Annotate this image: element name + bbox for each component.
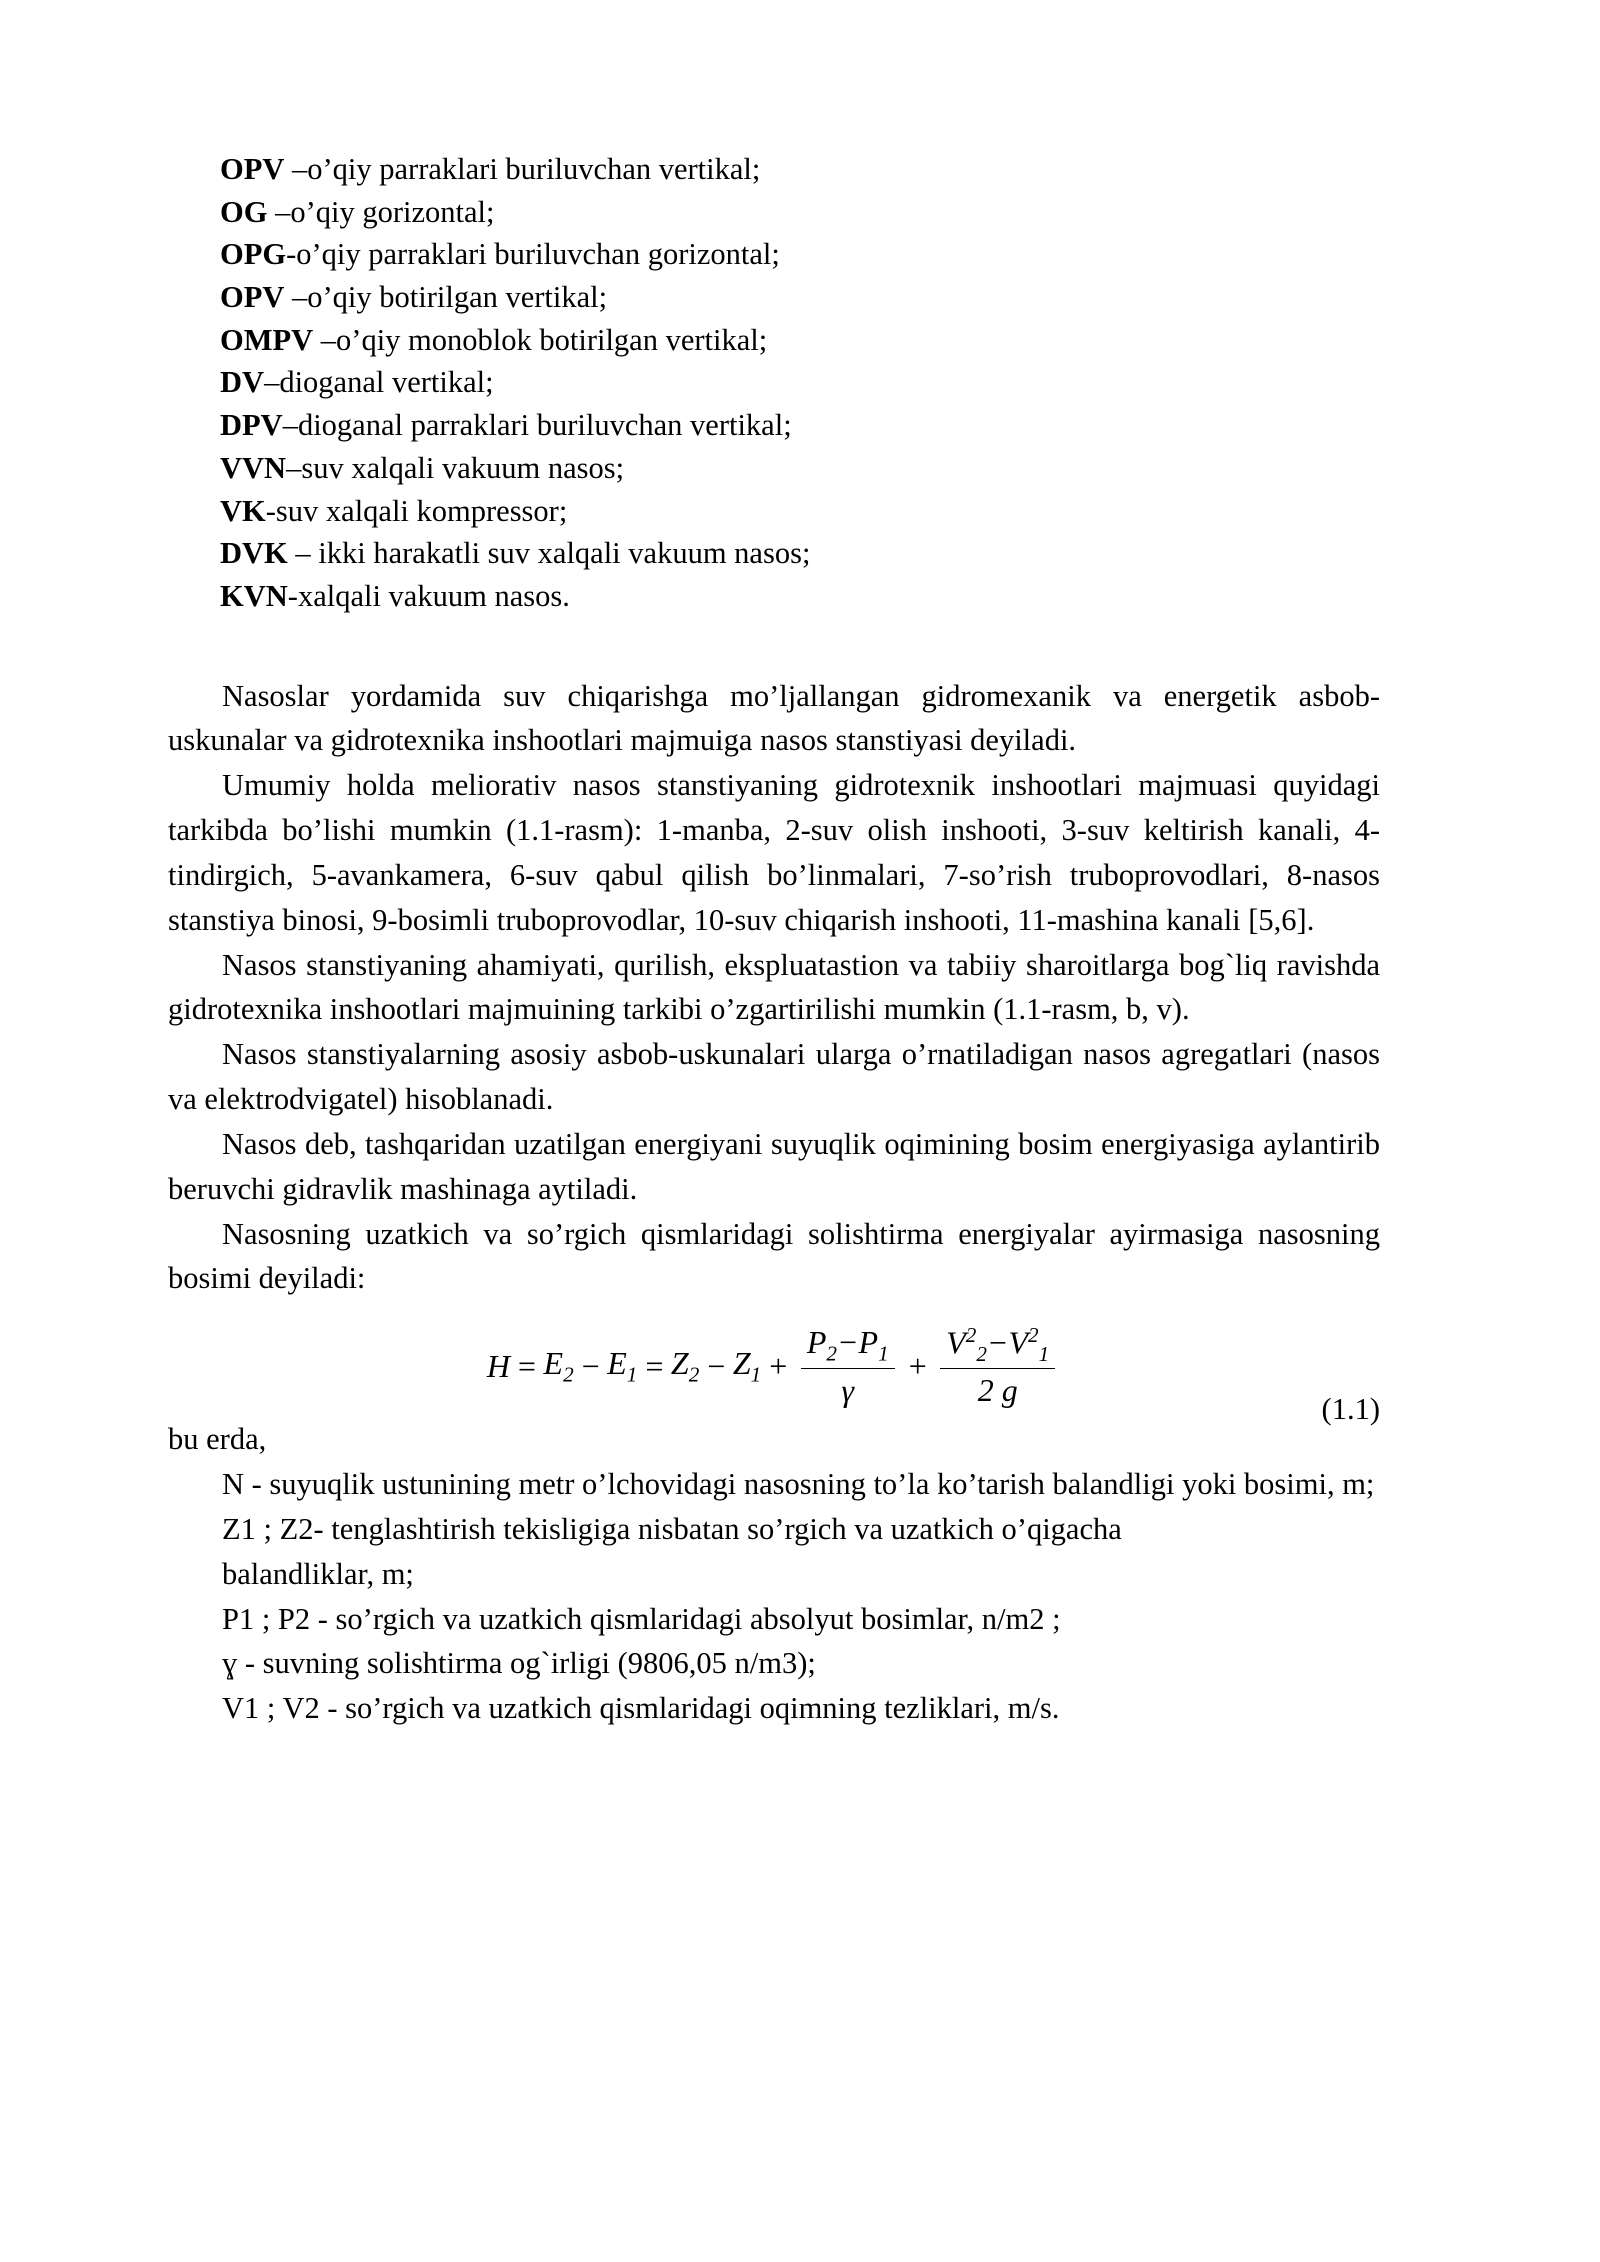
legend-item: N - suyuqlik ustunining metr o’lchovidagi nasosning to’la ko’tarish balandligi yoki bosimi, m; — [222, 1467, 1375, 1502]
pressure-fraction-denominator: γ — [841, 1371, 855, 1408]
p1-sub: 1 — [878, 1341, 889, 1366]
formula-eq2: = — [643, 1347, 665, 1384]
abbrev-desc: –o’qiy parraklari buriluvchan vertikal; — [284, 152, 761, 186]
p2-base: P — [806, 1323, 827, 1360]
frac2-minus: − — [986, 1324, 1009, 1361]
formula-eq1: = — [515, 1347, 538, 1384]
list-item — [220, 532, 1432, 575]
formula-term2 — [607, 1345, 637, 1387]
abbrev-code: VVN — [220, 450, 287, 485]
formula-term2-base: E — [607, 1345, 627, 1382]
velocity-fraction-numerator — [940, 1323, 1055, 1369]
abbrev-code: OMPV — [220, 322, 314, 357]
formula-lhs: H — [486, 1347, 510, 1384]
list-item — [220, 575, 1432, 618]
v2-sub: 2 — [976, 1342, 987, 1367]
legend-item: Z1 ; Z2- tenglashtirish tekisligiga nisbatan so’rgich va uzatkich o’qigacha — [222, 1511, 1122, 1546]
paragraph: Nasos stanstiyalarning asosiy asbob-uskunalari ularga o’rnatiladigan nasos agregatlari (nasos va elektrodvigatel) hisoblanadi. — [168, 1037, 1380, 1117]
formula-plus2: + — [906, 1347, 929, 1384]
abbreviation-list — [220, 148, 1432, 618]
abbrev-desc: –suv xalqali vakuum nasos; — [286, 450, 625, 485]
legend-intro: bu erda, — [168, 1422, 267, 1457]
abbrev-desc: –o’qiy botirilgan vertikal; — [284, 280, 608, 315]
legend-item: V1 ; V2 - so’rgich va uzatkich qismlaridagi oqimning tezliklari, m/s. — [222, 1691, 1060, 1726]
abbrev-code: DV — [220, 365, 265, 400]
list-item — [220, 319, 1432, 362]
paragraph: Nasos stanstiyaning ahamiyati, qurilish, ekspluatastion va tabiiy sharoitlarga bog`liq ravishda gidrotexnika inshootlari majmuining tarkibi o’zgartirilishi mumkin (1.1-rasm, b, v). — [168, 947, 1380, 1027]
v2-sup: 2 — [965, 1323, 977, 1348]
p2-sub: 2 — [826, 1341, 837, 1366]
formula-term4-sub: 1 — [750, 1362, 762, 1387]
list-item — [220, 404, 1432, 447]
paragraph: Nasoslar yordamida suv chiqarishga mo’ljallangan gidromexanik va energetik asbob-uskunalar va gidrotexnika inshootlari majmuiga nasos stanstiyasi deyiladi. — [168, 678, 1380, 758]
legend-block — [168, 1417, 1380, 1731]
abbrev-desc: -o’qiy parraklari buriluvchan gorizontal; — [286, 237, 780, 272]
list-item — [220, 191, 1432, 234]
velocity-fraction — [940, 1323, 1055, 1409]
v2-base: V — [946, 1324, 966, 1361]
formula-term3-sub: 2 — [688, 1362, 700, 1387]
formula-term1-sub: 2 — [563, 1362, 574, 1387]
paragraph: Nasosning uzatkich va so’rgich qismlaridagi solishtirma energiyalar ayirmasiga nasosning bosimi deyiladi: — [168, 1216, 1380, 1296]
abbrev-code: DVK — [220, 536, 288, 571]
formula-plus1: + — [767, 1347, 789, 1384]
v1-sup: 2 — [1028, 1323, 1039, 1348]
formula-row — [168, 1323, 1380, 1427]
abbrev-desc: -xalqali vakuum nasos. — [287, 578, 570, 613]
abbrev-desc: –dioganal vertikal; — [264, 365, 494, 400]
pump-head-formula — [487, 1323, 1061, 1409]
list-item — [220, 233, 1432, 276]
abbrev-code: OPG — [220, 237, 287, 272]
formula-term1-base: E — [543, 1345, 564, 1382]
abbrev-desc: –dioganal parraklari buriluvchan vertikal; — [282, 408, 792, 443]
pressure-fraction — [801, 1324, 895, 1408]
abbrev-desc: –o’qiy gorizontal; — [267, 194, 495, 229]
abbrev-code: DPV — [220, 408, 283, 443]
velocity-fraction-denominator — [972, 1369, 1024, 1409]
abbrev-code: OPV — [220, 152, 285, 186]
legend-item: P1 ; P2 - so’rgich va uzatkich qismlaridagi absolyut bosimlar, n/m2 ; — [222, 1601, 1061, 1636]
formula-term4-base: Z — [732, 1345, 751, 1382]
den-2: 2 — [977, 1372, 994, 1409]
formula-term1 — [544, 1345, 574, 1387]
formula-term4 — [733, 1345, 761, 1387]
abbrev-desc: – ikki harakatli suv xalqali vakuum nasos; — [287, 536, 811, 571]
abbrev-code: OPV — [220, 280, 285, 315]
legend-item: balandliklar, m; — [222, 1556, 414, 1591]
list-item — [220, 276, 1432, 319]
paragraph: Umumiy holda meliorativ nasos stanstiyaning gidrotexnik inshootlari majmuasi quyidagi tarkibda bo’lishi mumkin (1.1-rasm): 1-manba, 2-suv olish inshooti, 3-suv keltirish kanali, 4-tindirgich, 5-avankamera, 6-suv qabul qilish bo’linmalari, 7-so’rish truboprovodlari, 8-nasos stanstiya binosi, 9-bosimli truboprovodlar, 10-suv chiqarish inshooti, 11-mashina kanali [5,6]. — [168, 768, 1380, 937]
formula-minus1: − — [579, 1347, 602, 1384]
frac1-minus: − — [836, 1323, 859, 1360]
formula-term2-sub: 1 — [626, 1362, 638, 1387]
body-text — [168, 674, 1380, 1427]
p1-base: P — [858, 1323, 879, 1360]
abbrev-code: OG — [220, 194, 268, 229]
list-item — [220, 447, 1432, 490]
pressure-fraction-numerator — [801, 1324, 895, 1369]
list-item — [220, 148, 1432, 191]
legend-item: ɣ - suvning solishtirma og`irligi (9806,05 n/m3); — [222, 1646, 816, 1681]
list-item — [220, 361, 1432, 404]
abbrev-desc: -suv xalqali kompressor; — [265, 493, 568, 528]
spacer — [220, 618, 1432, 674]
paragraph: Nasos deb, tashqaridan uzatilgan energiyani suyuqlik oqimining bosim energiyasiga aylantirib beruvchi gidravlik mashinaga aytiladi. — [168, 1126, 1380, 1206]
abbrev-desc: –o’qiy monoblok botirilgan vertikal; — [313, 322, 768, 357]
den-g: g — [1001, 1372, 1018, 1409]
formula-term3-base: Z — [670, 1345, 689, 1382]
abbrev-code: KVN — [220, 578, 288, 613]
equation-number: (1.1) — [1321, 1392, 1380, 1427]
v1-base: V — [1008, 1324, 1029, 1361]
abbrev-code: VK — [220, 493, 266, 528]
v1-sub: 1 — [1038, 1342, 1050, 1367]
list-item — [220, 490, 1432, 533]
formula-term3 — [671, 1345, 699, 1387]
formula-minus2: − — [705, 1347, 727, 1384]
